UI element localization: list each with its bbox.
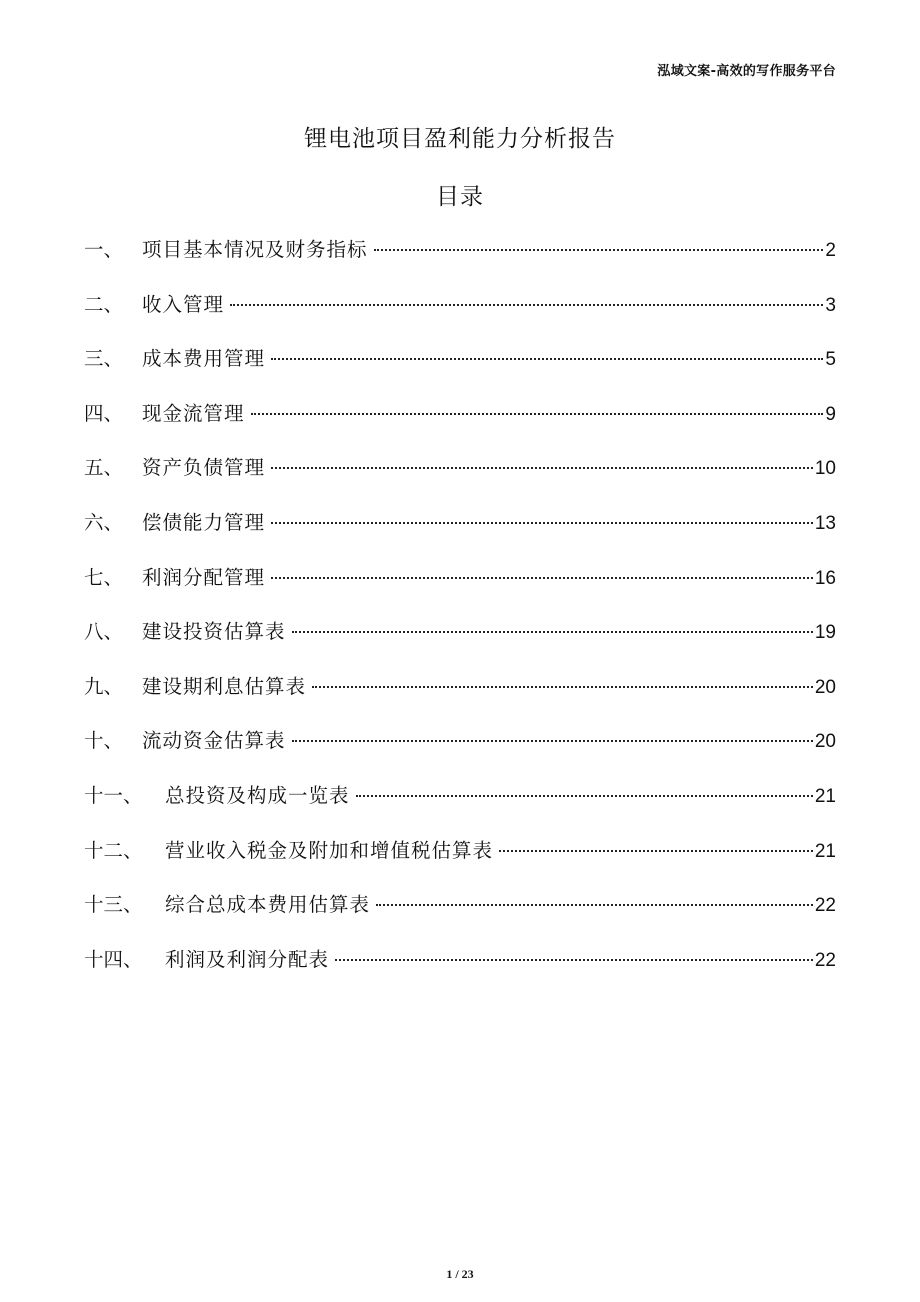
- toc-entry-2[interactable]: [84, 289, 836, 344]
- toc-entry-number: 十三、: [84, 893, 143, 917]
- toc-entry-13[interactable]: [84, 889, 836, 944]
- toc-dot-leader: [271, 577, 813, 579]
- toc-entry-page: 22: [814, 949, 836, 971]
- toc-entry-title: 利润分配管理: [142, 565, 266, 589]
- toc-entry-1[interactable]: [84, 234, 836, 289]
- toc-entry-page: 21: [814, 785, 836, 807]
- toc-entry-page: 20: [814, 676, 836, 698]
- toc-entry-title: 资产负债管理: [142, 456, 266, 480]
- toc-entry-10[interactable]: [84, 725, 836, 780]
- toc-entry-number: 七、: [84, 565, 124, 589]
- toc-entry-title: 利润及利润分配表: [165, 947, 330, 971]
- toc-dot-leader: [271, 467, 813, 469]
- toc-dot-leader: [230, 304, 823, 306]
- toc-dot-leader: [356, 795, 813, 797]
- document-title: 锂电池项目盈利能力分析报告: [304, 126, 616, 152]
- toc-entry-9[interactable]: [84, 671, 836, 726]
- toc-entry-page: 20: [814, 731, 836, 753]
- toc-entry-number: 一、: [84, 238, 124, 261]
- toc-entry-page: 10: [814, 458, 836, 480]
- toc-entry-title: 营业收入税金及附加和增值税估算表: [165, 838, 494, 862]
- toc-entry-8[interactable]: [84, 616, 836, 671]
- toc-entry-number: 十一、: [84, 783, 143, 807]
- toc-entry-6[interactable]: [84, 507, 836, 562]
- toc-entry-page: 22: [814, 895, 836, 917]
- toc-dot-leader: [271, 358, 823, 360]
- toc-entry-number: 五、: [84, 456, 124, 480]
- toc-dot-leader: [292, 631, 813, 633]
- toc-entry-page: 9: [825, 403, 836, 425]
- toc-entry-title: 偿债能力管理: [142, 510, 266, 534]
- toc-dot-leader: [292, 740, 813, 742]
- page-number-footer: 1 / 23: [446, 1267, 474, 1281]
- toc-entry-page: 3: [825, 294, 836, 316]
- toc-dot-leader: [499, 850, 813, 852]
- toc-entry-number: 三、: [84, 347, 124, 371]
- toc-entry-number: 十二、: [84, 838, 143, 862]
- toc-entry-7[interactable]: [84, 562, 836, 617]
- toc-entry-14[interactable]: [84, 944, 836, 999]
- toc-entry-title: 总投资及构成一览表: [165, 783, 350, 807]
- header-brand-line: 泓域文案-高效的写作服务平台: [657, 64, 836, 79]
- toc-entry-title: 建设投资估算表: [142, 620, 286, 644]
- toc-entry-page: 13: [814, 512, 836, 534]
- toc-entry-title: 成本费用管理: [142, 347, 266, 371]
- toc-entry-title: 现金流管理: [142, 401, 245, 425]
- toc-entry-12[interactable]: [84, 835, 836, 890]
- toc-dot-leader: [271, 522, 813, 524]
- toc-entry-title: 项目基本情况及财务指标: [142, 238, 368, 261]
- toc-entry-title: 流动资金估算表: [142, 729, 286, 753]
- toc-entry-3[interactable]: [84, 343, 836, 398]
- toc-heading: 目录: [436, 184, 484, 210]
- toc-dot-leader: [376, 904, 813, 906]
- toc-entry-number: 十、: [84, 729, 124, 753]
- toc-entry-page: 19: [814, 622, 836, 644]
- table-of-contents: [84, 234, 836, 998]
- toc-entry-page: 16: [814, 567, 836, 589]
- toc-dot-leader: [374, 249, 824, 251]
- toc-entry-number: 十四、: [84, 947, 143, 971]
- toc-entry-4[interactable]: [84, 398, 836, 453]
- toc-entry-number: 九、: [84, 674, 124, 698]
- toc-entry-page: 5: [825, 349, 836, 371]
- toc-entry-title: 建设期利息估算表: [142, 674, 307, 698]
- toc-entry-number: 六、: [84, 510, 124, 534]
- toc-dot-leader: [335, 959, 813, 961]
- toc-entry-number: 八、: [84, 620, 124, 644]
- toc-entry-number: 二、: [84, 292, 124, 316]
- toc-entry-number: 四、: [84, 401, 124, 425]
- toc-dot-leader: [251, 413, 824, 415]
- toc-entry-page: 2: [825, 240, 836, 261]
- toc-dot-leader: [312, 686, 813, 688]
- toc-entry-page: 21: [814, 840, 836, 862]
- toc-entry-11[interactable]: [84, 780, 836, 835]
- toc-entry-5[interactable]: [84, 452, 836, 507]
- toc-entry-title: 收入管理: [142, 292, 225, 316]
- toc-entry-title: 综合总成本费用估算表: [165, 893, 371, 917]
